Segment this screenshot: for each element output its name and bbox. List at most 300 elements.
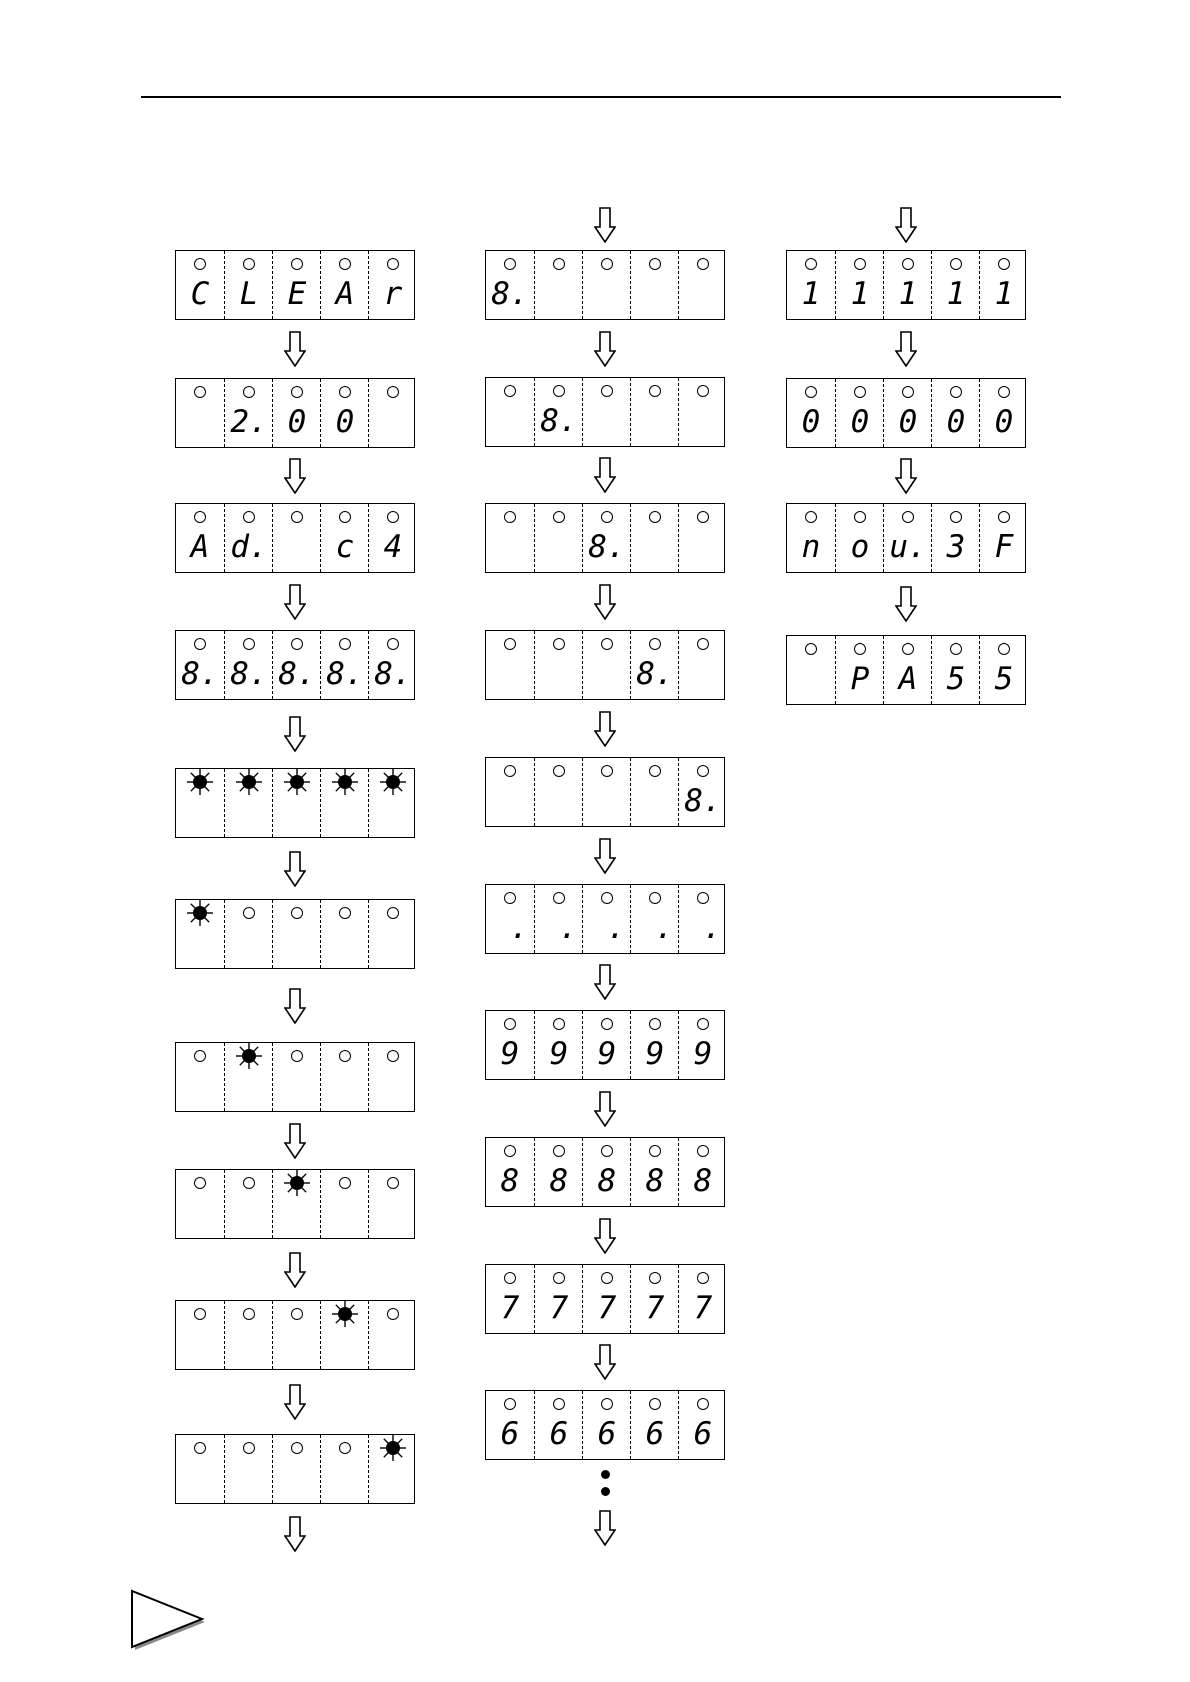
display-panel xyxy=(175,768,415,838)
display-digit-cell xyxy=(534,378,583,446)
led-indicator-icon xyxy=(697,765,709,777)
segment-digit: 0 xyxy=(994,404,1014,440)
display-digit-cell xyxy=(320,1170,369,1238)
display-digit-cell xyxy=(582,378,631,446)
display-digit-cell xyxy=(582,1138,631,1206)
display-digit-cell xyxy=(678,1265,727,1333)
flow-arrow-icon xyxy=(284,1384,306,1420)
display-digit-cell xyxy=(931,504,980,572)
segment-digit: 7 xyxy=(500,1290,520,1326)
display-digit-cell xyxy=(176,1170,224,1238)
display-digit-cell xyxy=(630,504,679,572)
display-digit-cell xyxy=(224,631,273,699)
led-indicator-icon xyxy=(649,892,661,904)
display-digit-cell xyxy=(320,1301,369,1369)
led-indicator-icon xyxy=(697,1398,709,1410)
display-digit-cell xyxy=(224,1170,273,1238)
segment-digit: 8. xyxy=(588,529,626,565)
led-indicator-icon xyxy=(854,643,866,655)
display-digit-cell xyxy=(320,631,369,699)
led-indicator-icon xyxy=(243,258,255,270)
segment-digit: 2. xyxy=(230,404,268,440)
lit-led-icon xyxy=(330,767,360,797)
lit-led-icon xyxy=(234,1041,264,1071)
flow-arrow-icon xyxy=(594,331,616,367)
display-digit-cell xyxy=(368,769,417,837)
led-indicator-icon xyxy=(902,511,914,523)
led-indicator-icon xyxy=(291,386,303,398)
led-indicator-icon xyxy=(387,386,399,398)
flow-arrow-icon xyxy=(594,1344,616,1380)
display-digit-cell xyxy=(224,769,273,837)
lit-led-icon xyxy=(378,1433,408,1463)
led-indicator-icon xyxy=(553,892,565,904)
led-indicator-icon xyxy=(601,511,613,523)
display-panel xyxy=(485,250,725,320)
flow-arrow-icon xyxy=(895,331,917,367)
led-indicator-icon xyxy=(387,258,399,270)
flow-arrow-icon xyxy=(284,1252,306,1288)
led-indicator-icon xyxy=(504,1398,516,1410)
led-indicator-icon xyxy=(243,907,255,919)
display-panel xyxy=(175,1169,415,1239)
display-digit-cell xyxy=(883,504,932,572)
display-digit-cell xyxy=(630,1391,679,1459)
display-panel xyxy=(175,378,415,448)
display-digit-cell xyxy=(787,504,835,572)
segment-digit: 9 xyxy=(549,1036,569,1072)
segment-digit: 1 xyxy=(898,276,918,312)
segment-digit: 1 xyxy=(946,276,966,312)
flow-arrow-icon xyxy=(284,584,306,620)
display-digit-cell xyxy=(534,1391,583,1459)
segment-digit: 9 xyxy=(693,1036,713,1072)
display-digit-cell xyxy=(486,1265,534,1333)
led-indicator-icon xyxy=(902,258,914,270)
display-digit-cell xyxy=(176,1435,224,1503)
led-indicator-icon xyxy=(243,638,255,650)
display-digit-cell xyxy=(678,251,727,319)
led-indicator-icon xyxy=(649,1272,661,1284)
display-digit-cell xyxy=(272,769,321,837)
display-panel xyxy=(485,757,725,827)
led-indicator-icon xyxy=(504,385,516,397)
flow-arrow-icon xyxy=(594,1091,616,1127)
lit-led-icon xyxy=(282,767,312,797)
display-digit-cell xyxy=(678,885,727,953)
led-indicator-icon xyxy=(805,643,817,655)
display-digit-cell xyxy=(486,1011,534,1079)
segment-digit: . xyxy=(491,910,529,946)
led-indicator-icon xyxy=(291,511,303,523)
lit-led-icon xyxy=(185,898,215,928)
led-indicator-icon xyxy=(194,1308,206,1320)
display-digit-cell xyxy=(486,251,534,319)
segment-digit: 6 xyxy=(693,1416,713,1452)
display-digit-cell xyxy=(630,251,679,319)
display-panel xyxy=(175,503,415,573)
display-digit-cell xyxy=(272,504,321,572)
display-digit-cell xyxy=(582,504,631,572)
display-digit-cell xyxy=(368,631,417,699)
display-digit-cell xyxy=(678,378,727,446)
segment-digit: 8 xyxy=(500,1163,520,1199)
display-digit-cell xyxy=(224,1301,273,1369)
led-indicator-icon xyxy=(291,907,303,919)
led-indicator-icon xyxy=(339,386,351,398)
display-digit-cell xyxy=(224,900,273,968)
segment-digit: 7 xyxy=(693,1290,713,1326)
segment-digit: 8. xyxy=(230,656,268,692)
led-indicator-icon xyxy=(950,643,962,655)
led-indicator-icon xyxy=(601,1018,613,1030)
led-indicator-icon xyxy=(387,511,399,523)
display-digit-cell xyxy=(486,378,534,446)
flow-arrow-icon xyxy=(594,711,616,747)
led-indicator-icon xyxy=(553,765,565,777)
segment-digit: 5 xyxy=(994,661,1014,697)
segment-digit: 7 xyxy=(549,1290,569,1326)
led-indicator-icon xyxy=(601,385,613,397)
display-digit-cell xyxy=(272,251,321,319)
display-digit-cell xyxy=(368,1435,417,1503)
led-indicator-icon xyxy=(998,258,1010,270)
display-panel xyxy=(175,1434,415,1504)
display-panel xyxy=(485,630,725,700)
display-digit-cell xyxy=(931,251,980,319)
display-digit-cell xyxy=(320,1043,369,1111)
flow-arrow-icon xyxy=(594,207,616,243)
flow-arrow-icon xyxy=(895,586,917,622)
led-indicator-icon xyxy=(339,1442,351,1454)
display-digit-cell xyxy=(176,1043,224,1111)
led-indicator-icon xyxy=(902,643,914,655)
flow-arrow-icon xyxy=(895,458,917,494)
led-indicator-icon xyxy=(291,1050,303,1062)
display-digit-cell xyxy=(883,251,932,319)
segment-digit: L xyxy=(239,276,259,312)
led-indicator-icon xyxy=(553,1145,565,1157)
segment-digit: 6 xyxy=(500,1416,520,1452)
display-digit-cell xyxy=(582,1011,631,1079)
display-digit-cell xyxy=(534,1265,583,1333)
display-digit-cell xyxy=(534,1011,583,1079)
display-panel xyxy=(485,1390,725,1460)
lit-led-icon xyxy=(282,1168,312,1198)
led-indicator-icon xyxy=(601,1398,613,1410)
led-indicator-icon xyxy=(697,258,709,270)
display-digit-cell xyxy=(931,379,980,447)
led-indicator-icon xyxy=(243,1308,255,1320)
display-panel xyxy=(485,1137,725,1207)
display-digit-cell xyxy=(835,251,884,319)
display-digit-cell xyxy=(368,1043,417,1111)
led-indicator-icon xyxy=(697,511,709,523)
led-indicator-icon xyxy=(553,385,565,397)
display-digit-cell xyxy=(272,1043,321,1111)
display-panel xyxy=(786,378,1026,448)
display-digit-cell xyxy=(272,1301,321,1369)
display-digit-cell xyxy=(272,1170,321,1238)
led-indicator-icon xyxy=(697,1018,709,1030)
display-digit-cell xyxy=(368,1301,417,1369)
display-digit-cell xyxy=(979,379,1028,447)
segment-digit: 9 xyxy=(645,1036,665,1072)
display-digit-cell xyxy=(582,758,631,826)
segment-digit: 6 xyxy=(645,1416,665,1452)
led-indicator-icon xyxy=(950,258,962,270)
display-digit-cell xyxy=(787,251,835,319)
led-indicator-icon xyxy=(291,1308,303,1320)
display-digit-cell xyxy=(979,251,1028,319)
led-indicator-icon xyxy=(601,892,613,904)
led-indicator-icon xyxy=(504,638,516,650)
led-indicator-icon xyxy=(504,1145,516,1157)
led-indicator-icon xyxy=(697,385,709,397)
segment-digit: 7 xyxy=(597,1290,617,1326)
display-digit-cell xyxy=(368,900,417,968)
segment-digit: 8. xyxy=(684,783,722,819)
display-digit-cell xyxy=(582,1265,631,1333)
flow-arrow-icon xyxy=(594,457,616,493)
led-indicator-icon xyxy=(649,511,661,523)
segment-digit: . xyxy=(684,910,722,946)
display-digit-cell xyxy=(486,885,534,953)
led-indicator-icon xyxy=(194,511,206,523)
led-indicator-icon xyxy=(553,511,565,523)
segment-digit: 4 xyxy=(383,529,403,565)
display-digit-cell xyxy=(630,1011,679,1079)
led-indicator-icon xyxy=(243,1442,255,1454)
led-indicator-icon xyxy=(504,1018,516,1030)
segment-digit: 8. xyxy=(540,403,578,439)
display-digit-cell xyxy=(883,379,932,447)
led-indicator-icon xyxy=(553,1018,565,1030)
display-digit-cell xyxy=(582,1391,631,1459)
lit-led-icon xyxy=(185,767,215,797)
led-indicator-icon xyxy=(649,1145,661,1157)
led-indicator-icon xyxy=(649,385,661,397)
segment-digit: 8. xyxy=(374,656,412,692)
led-indicator-icon xyxy=(339,1177,351,1189)
segment-digit: 8 xyxy=(645,1163,665,1199)
segment-digit: A xyxy=(898,661,918,697)
display-digit-cell xyxy=(582,251,631,319)
led-indicator-icon xyxy=(805,258,817,270)
display-panel xyxy=(175,1042,415,1112)
led-indicator-icon xyxy=(339,1050,351,1062)
led-indicator-icon xyxy=(387,907,399,919)
led-indicator-icon xyxy=(387,638,399,650)
led-indicator-icon xyxy=(805,386,817,398)
led-indicator-icon xyxy=(649,1398,661,1410)
segment-digit: u. xyxy=(889,529,927,565)
display-digit-cell xyxy=(678,504,727,572)
display-digit-cell xyxy=(678,1138,727,1206)
display-digit-cell xyxy=(224,1043,273,1111)
display-digit-cell xyxy=(272,379,321,447)
display-digit-cell xyxy=(630,378,679,446)
segment-digit: 8 xyxy=(597,1163,617,1199)
display-digit-cell xyxy=(534,885,583,953)
header-rule xyxy=(141,96,1061,98)
segment-digit: c xyxy=(335,529,355,565)
display-panel xyxy=(786,250,1026,320)
led-indicator-icon xyxy=(998,643,1010,655)
led-indicator-icon xyxy=(194,386,206,398)
display-digit-cell xyxy=(582,885,631,953)
segment-digit: . xyxy=(540,910,578,946)
segment-digit: n xyxy=(801,529,821,565)
flow-arrow-icon xyxy=(284,1516,306,1552)
led-indicator-icon xyxy=(291,638,303,650)
segment-digit: 6 xyxy=(549,1416,569,1452)
led-indicator-icon xyxy=(504,892,516,904)
display-digit-cell xyxy=(224,251,273,319)
segment-digit: 7 xyxy=(645,1290,665,1326)
flow-arrow-icon xyxy=(284,458,306,494)
display-digit-cell xyxy=(272,631,321,699)
display-digit-cell xyxy=(224,504,273,572)
flow-arrow-icon xyxy=(594,1218,616,1254)
led-indicator-icon xyxy=(854,258,866,270)
segment-digit: 9 xyxy=(597,1036,617,1072)
led-indicator-icon xyxy=(504,1272,516,1284)
display-digit-cell xyxy=(582,631,631,699)
led-indicator-icon xyxy=(854,386,866,398)
led-indicator-icon xyxy=(387,1308,399,1320)
segment-digit: . xyxy=(636,910,674,946)
flow-arrow-icon xyxy=(594,838,616,874)
segment-digit: A xyxy=(190,529,210,565)
led-indicator-icon xyxy=(194,1177,206,1189)
display-digit-cell xyxy=(368,251,417,319)
segment-digit: . xyxy=(588,910,626,946)
display-digit-cell xyxy=(979,504,1028,572)
display-digit-cell xyxy=(486,504,534,572)
display-digit-cell xyxy=(176,900,224,968)
led-indicator-icon xyxy=(902,386,914,398)
led-indicator-icon xyxy=(553,638,565,650)
display-digit-cell xyxy=(176,769,224,837)
led-indicator-icon xyxy=(950,511,962,523)
led-indicator-icon xyxy=(339,258,351,270)
display-digit-cell xyxy=(368,1170,417,1238)
segment-digit: 8 xyxy=(693,1163,713,1199)
led-indicator-icon xyxy=(697,1145,709,1157)
segment-digit: 8. xyxy=(181,656,219,692)
display-panel xyxy=(175,899,415,969)
display-panel xyxy=(175,630,415,700)
led-indicator-icon xyxy=(649,765,661,777)
display-digit-cell xyxy=(630,758,679,826)
display-digit-cell xyxy=(678,1391,727,1459)
segment-digit: 0 xyxy=(850,404,870,440)
led-indicator-icon xyxy=(194,638,206,650)
led-indicator-icon xyxy=(649,258,661,270)
led-indicator-icon xyxy=(697,892,709,904)
display-digit-cell xyxy=(320,1435,369,1503)
display-digit-cell xyxy=(678,631,727,699)
flow-arrow-icon xyxy=(594,964,616,1000)
led-indicator-icon xyxy=(243,511,255,523)
led-indicator-icon xyxy=(553,1398,565,1410)
segment-digit: F xyxy=(994,529,1014,565)
segment-digit: d. xyxy=(230,529,268,565)
segment-digit: o xyxy=(850,529,870,565)
segment-digit: 0 xyxy=(946,404,966,440)
display-digit-cell xyxy=(320,900,369,968)
led-indicator-icon xyxy=(998,511,1010,523)
display-digit-cell xyxy=(534,251,583,319)
display-digit-cell xyxy=(678,758,727,826)
display-digit-cell xyxy=(272,1435,321,1503)
display-digit-cell xyxy=(320,769,369,837)
display-digit-cell xyxy=(630,631,679,699)
flow-arrow-icon xyxy=(284,331,306,367)
display-digit-cell xyxy=(176,631,224,699)
led-indicator-icon xyxy=(854,511,866,523)
segment-digit: 0 xyxy=(287,404,307,440)
flow-arrow-icon xyxy=(895,207,917,243)
flow-arrow-icon xyxy=(284,851,306,887)
segment-digit: r xyxy=(383,276,403,312)
led-indicator-icon xyxy=(697,638,709,650)
flow-arrow-icon xyxy=(284,1123,306,1159)
segment-digit: E xyxy=(287,276,307,312)
display-panel xyxy=(485,1010,725,1080)
display-digit-cell xyxy=(630,885,679,953)
display-digit-cell xyxy=(979,636,1028,704)
page-corner-triangle-icon xyxy=(131,1586,211,1658)
led-indicator-icon xyxy=(504,258,516,270)
led-indicator-icon xyxy=(291,1442,303,1454)
segment-digit: P xyxy=(850,661,870,697)
display-digit-cell xyxy=(931,636,980,704)
display-digit-cell xyxy=(176,504,224,572)
display-digit-cell xyxy=(630,1138,679,1206)
segment-digit: 9 xyxy=(500,1036,520,1072)
display-digit-cell xyxy=(835,636,884,704)
display-panel xyxy=(485,503,725,573)
display-panel xyxy=(786,503,1026,573)
segment-digit: 5 xyxy=(946,661,966,697)
display-digit-cell xyxy=(320,379,369,447)
led-indicator-icon xyxy=(387,1050,399,1062)
led-indicator-icon xyxy=(504,765,516,777)
led-indicator-icon xyxy=(697,1272,709,1284)
display-digit-cell xyxy=(486,1138,534,1206)
led-indicator-icon xyxy=(291,258,303,270)
flow-arrow-icon xyxy=(594,584,616,620)
display-digit-cell xyxy=(534,1138,583,1206)
lit-led-icon xyxy=(330,1299,360,1329)
segment-digit: 8. xyxy=(278,656,316,692)
display-digit-cell xyxy=(320,251,369,319)
segment-digit: 8. xyxy=(491,276,529,312)
lit-led-icon xyxy=(234,767,264,797)
display-panel xyxy=(175,1300,415,1370)
led-indicator-icon xyxy=(339,511,351,523)
led-indicator-icon xyxy=(950,386,962,398)
display-digit-cell xyxy=(883,636,932,704)
display-digit-cell xyxy=(176,251,224,319)
display-digit-cell xyxy=(176,1301,224,1369)
led-indicator-icon xyxy=(649,1018,661,1030)
display-digit-cell xyxy=(224,379,273,447)
segment-digit: 0 xyxy=(801,404,821,440)
display-digit-cell xyxy=(224,1435,273,1503)
